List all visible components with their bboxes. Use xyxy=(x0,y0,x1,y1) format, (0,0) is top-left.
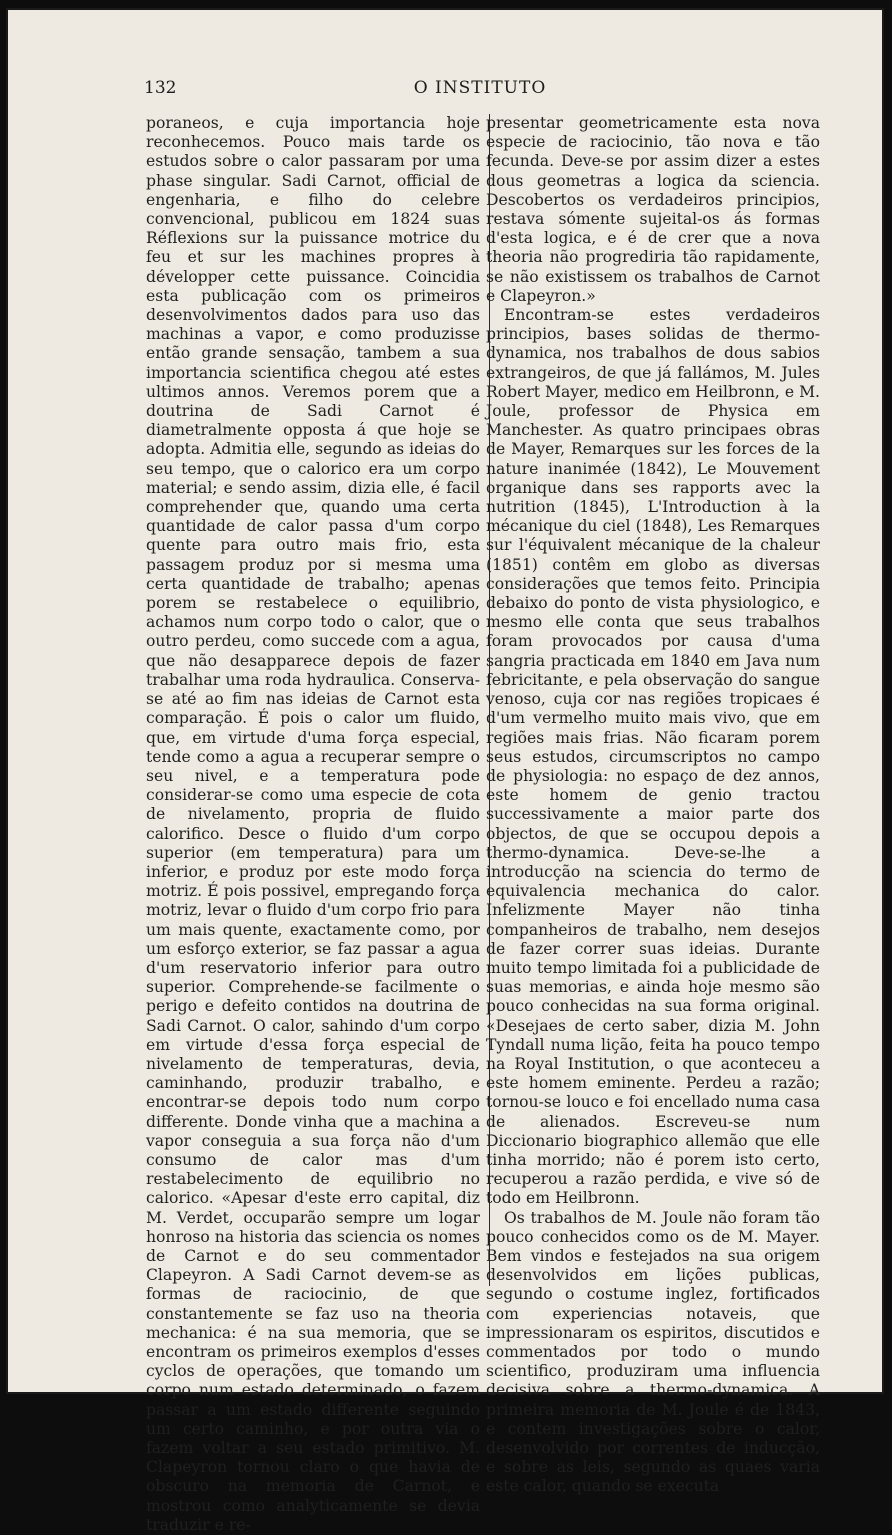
left-paragraph: poraneos, e cuja importancia hoje reconhecemos. Pouco mais tarde os estudos sobre o calor passaram por uma phase singular. Sadi Carnot, official de engenharia, e filho do celebre convencional, publicou em 1824 suas Réflexions sur la puissance motrice du feu et sur les machines propres à développer cette puissance. Coincidia esta publicação com os primeiros desenvolvimentos dados para uso das machinas a vapor, e como produzisse então grande sensação, tambem a sua importancia scientifica chegou até estes ultimos annos. Veremos porem que a doutrina de Sadi Carnot é diametralmente opposta á que hoje se adopta. Admitia elle, segundo as ideias do seu tempo, que o calorico era um corpo material; e sendo assim, dizia elle, é facil comprehender que, quando uma certa quantidade de calor passa d'um corpo quente para outro mais frio, esta passagem produz por si mesma uma certa quantidade de trabalho; apenas porem se restabelece o equilibrio, achamos num corpo todo o calor, que o outro perdeu, como succede com a agua, que não desapparece depois de fazer trabalhar uma roda hydraulica. Conserva-se até ao fim nas ideias de Carnot esta comparação. É pois o calor um fluido, que, em virtude d'uma força especial, tende como a agua a recuperar sempre o seu nivel, e a temperatura pode considerar-se como uma especie de cota de nivelamento, propria de fluido calorifico. Desce o fluido d'um corpo superior (em temperatura) para um inferior, e produz por este modo força motriz. É pois possivel, empregando força motriz, levar o fluido d'um corpo frio para um mais quente, exactamente como, por um esforço exterior, se faz passar a agua d'um reservatorio inferior para outro superior. Comprehende-se facilmente o perigo e defeito contidos na doutrina de Sadi Carnot. O calor, sahindo d'um corpo em virtude d'essa força especial de nivelamento de temperaturas, devia, caminhando, produzir trabalho, e encontrar-se depois todo num corpo differente. Donde vinha que a machina a vapor conseguia a sua força não d'um consumo de calor mas d'um restabelecimento de equilibrio no calorico. «Apesar d'este erro capital, diz M. Verdet, occuparão sempre um logar honroso na historia das sciencia os nomes de Carnot e do seu commentador Clapeyron. A Sadi Carnot devem-se as formas de raciocinio, de que constantemente se faz uso na theoria mechanica: é na sua memoria, que se encontram os primeiros exemplos d'esses cyclos de operações, que tomando um corpo num estado determinado, o fazem passar a um estado differente seguindo um certo caminho, e por outra via o fazem voltar a seu estado primitivo. M. Clapeyron tornou claro o que havia de obscuro na memoria de Carnot, e mostrou como analyticamente se devia traduzir e re- xyxy=(146,114,480,1534)
running-title: O INSTITUTO xyxy=(413,78,547,98)
right-paragraph-joule: Os trabalhos de M. Joule não foram tão pouco conhecidos como os de M. Mayer. Bem vindos e festejados na sua origem desenvolvidos em lições publicas, segundo o costume inglez, fortificados com experiencias notaveis, que impressionaram os espiritos, discutidos e commentados por todo o mundo scientifico, produziram uma influencia decisiva sobre a thermo-dynamica. A primeira memoria de M. Joule é de 1843, e contem investigações sobre o calor, desenvolvido por correntes de inducção, e sobre as leis, segundo as quaes varia este calor, quando se executa xyxy=(486,1208,820,1496)
book-page xyxy=(6,8,884,1534)
page-header xyxy=(144,78,816,104)
right-paragraph-continued: presentar geometricamente esta nova especie de raciocinio, tão nova e tão fecunda. Deve-se por assim dizer a estes dous geometras a logica da sciencia. Descobertos os verdadeiros principios, restava sómente sujeital-os ás formas d'esta logica, e é de crer que a nova theoria não progrediria tão rapidamente, se não existissem os trabalhos de Carnot e Clapeyron.» xyxy=(486,114,820,305)
page-number: 132 xyxy=(144,78,177,98)
right-paragraph-mayer: Encontram-se estes verdadeiros principios, bases solidas de thermo-dynamica, nos trabalhos de dous sabios extrangeiros, de que já fallámos, M. Jules Robert Mayer, medico em Heilbronn, e M. Joule, professor de Physica em Manchester. As quatro principaes obras de Mayer, Remarques sur les forces de la nature inanimée (1842), Le Mouvement organique dans ses rapports avec la nutrition (1845), L'Introduction à la mécanique du ciel (1848), Les Remarques sur l'équivalent mécanique de la chaleur (1851) contêm em globo as diversas considerações que temos feito. Principia debaixo do ponto de vista physiologico, e mesmo elle conta que seus trabalhos foram provocados por causa d'uma sangria practicada em 1840 em Java num febricitante, e pela observação do sangue venoso, cuja cor nas regiões tropicaes é d'um vermelho muito mais vivo, que em regiões mais frias. Não ficaram porem seus estudos, circumscriptos no campo de physiologia: no espaço de dez annos, este homem de genio tractou successivamente a maior parte dos objectos, de que se occupou depois a thermo-dynamica. Deve-se-lhe a introducção na sciencia do termo de equivalencia mechanica do calor. Infelizmente Mayer não tinha companheiros de trabalho, nem desejos de fazer correr suas ideias. Durante muito tempo limitada foi a publicidade de suas memorias, e ainda hoje mesmo são pouco conhecidas na sua forma original. «Desejaes de certo saber, dizia M. John Tyndall numa lição, feita ha pouco tempo na Royal Institution, o que aconteceu a este homem eminente. Perdeu a razão; tornou-se louco e foi encellado numa casa de alienados. Escreveu-se num Diccionario biographico allemão que elle tinha morrido; não é porem isto certo, recuperou a razão perdida, e vive só de todo em Heilbronn. xyxy=(486,306,820,1208)
left-text-column xyxy=(146,114,480,1535)
right-text-column xyxy=(486,114,820,1497)
